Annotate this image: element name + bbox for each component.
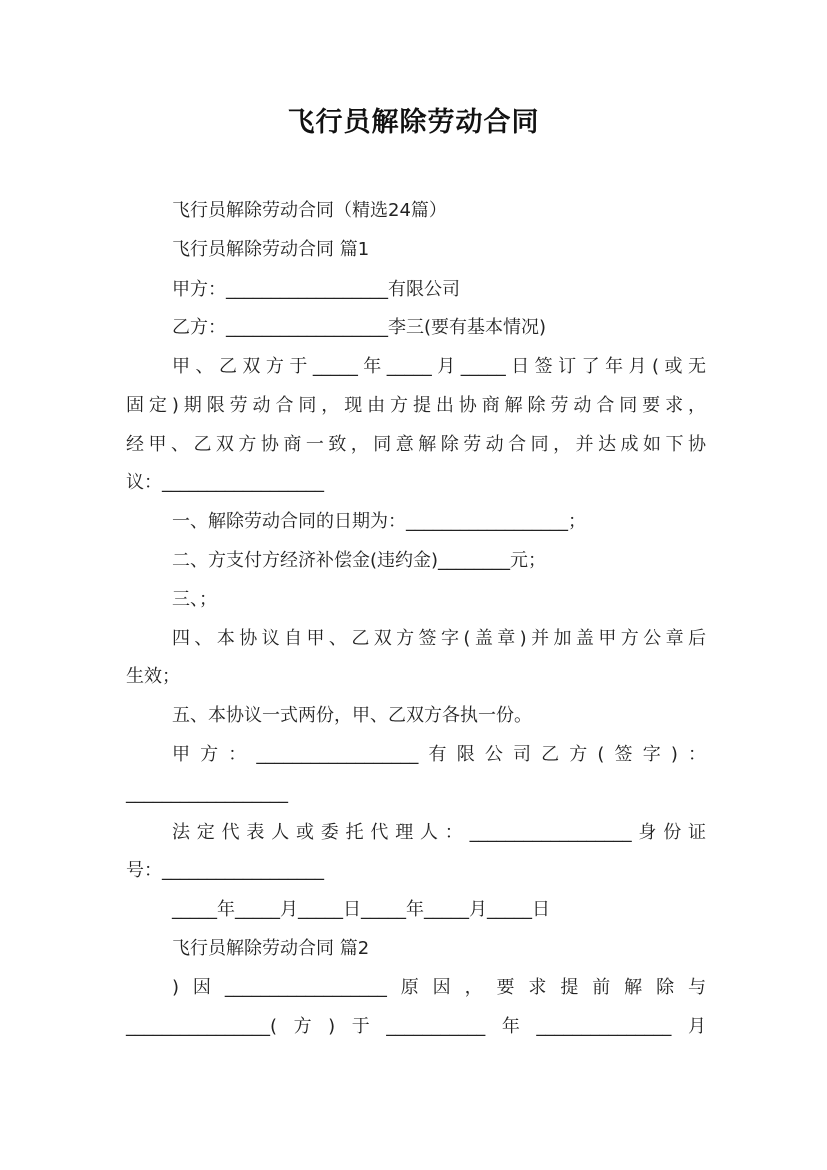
clause-4-cont: 生效； bbox=[126, 666, 180, 687]
clause-1: 一、解除劳动合同的日期为：__________________； bbox=[172, 511, 586, 532]
paragraph-line: 甲、乙双方于_____年_____月_____日签订了年月(或无 bbox=[172, 356, 706, 377]
clause-5: 五、本协议一式两份，甲、乙双方各执一份。 bbox=[172, 705, 532, 726]
document-title: 飞行员解除劳动合同 bbox=[287, 107, 540, 138]
id-number-line: 号：__________________ bbox=[126, 860, 324, 881]
date-line: _____年_____月_____日_____年_____月_____日 bbox=[172, 899, 550, 920]
signature-line: 甲方：__________________有限公司乙方(签字)： bbox=[172, 744, 706, 765]
party-a-line: 甲方：__________________有限公司 bbox=[172, 279, 460, 300]
paragraph-line: 经甲、乙双方协商一致，同意解除劳动合同，并达成如下协 bbox=[126, 434, 706, 455]
section-heading-1: 飞行员解除劳动合同 篇1 bbox=[172, 239, 370, 260]
representative-line: 法定代表人或委托代理人：__________________身份证 bbox=[172, 822, 706, 843]
doc-subtitle: 飞行员解除劳动合同（精选24篇） bbox=[172, 200, 447, 221]
section-heading-2: 飞行员解除劳动合同 篇2 bbox=[172, 938, 370, 959]
clause-3: 三、； bbox=[172, 589, 217, 610]
clause-4: 四、本协议自甲、乙双方签字(盖章)并加盖甲方公章后 bbox=[172, 628, 706, 649]
signature-blank: __________________ bbox=[126, 783, 288, 804]
paragraph-line: )因__________________原因，要求提前解除与 bbox=[172, 977, 706, 998]
paragraph-line: 固定)期限劳动合同，现由方提出协商解除劳动合同要求， bbox=[126, 395, 706, 416]
clause-2: 二、方支付方经济补偿金(违约金)________元； bbox=[172, 550, 547, 571]
paragraph-line: 议：__________________ bbox=[126, 472, 324, 493]
party-b-line: 乙方：__________________李三(要有基本情况) bbox=[172, 317, 547, 338]
paragraph-line: ________________(方)于___________年_______________月 bbox=[126, 1016, 706, 1037]
